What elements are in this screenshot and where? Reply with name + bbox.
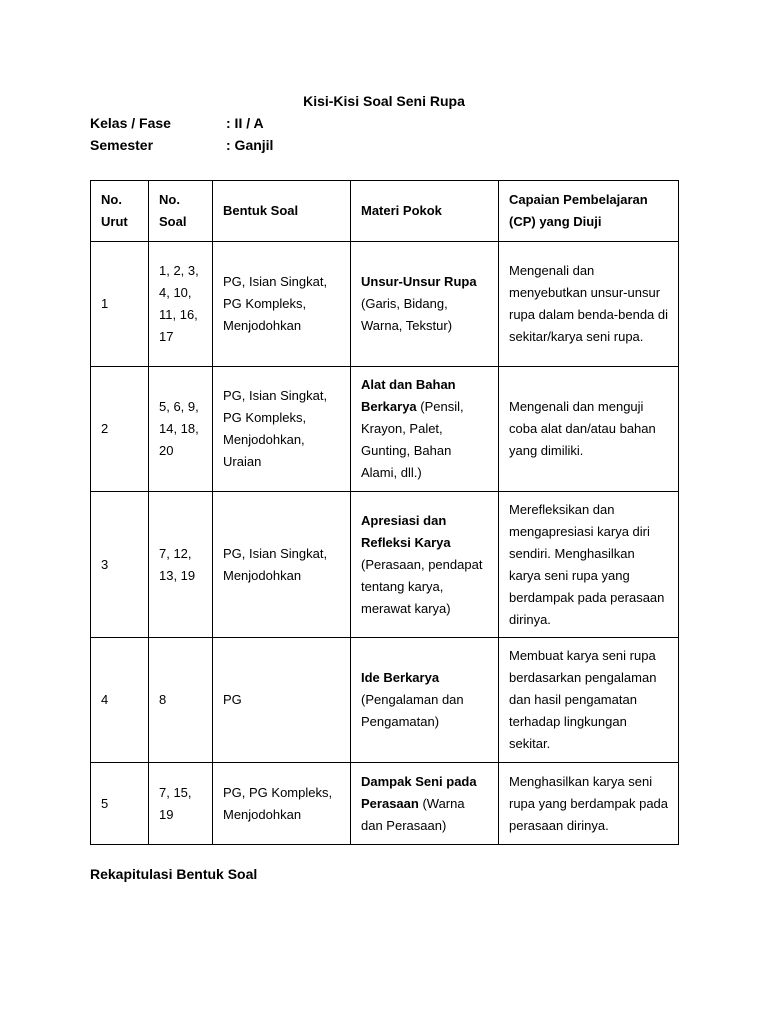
cell-bentuk-soal: PG, Isian Singkat, Menjodohkan <box>213 492 351 638</box>
rekap-heading: Rekapitulasi Bentuk Soal <box>90 866 258 882</box>
cell-materi-pokok <box>351 763 499 845</box>
cell-no-urut: 1 <box>91 242 149 367</box>
cell-capaian: Mengenali dan menguji coba alat dan/atau bahan yang dimiliki. <box>499 367 679 492</box>
table-row <box>91 242 679 367</box>
cell-no-urut: 2 <box>91 367 149 492</box>
kisi-kisi-table <box>90 180 679 845</box>
semester-row <box>90 137 273 153</box>
materi-detail: (Warna dan Perasaan) <box>361 795 465 833</box>
table-row <box>91 367 679 492</box>
materi-title: Apresiasi dan Refleksi Karya <box>361 512 451 550</box>
kelas-label: Kelas / Fase <box>90 115 171 131</box>
cell-no-soal: 8 <box>149 638 213 763</box>
cell-bentuk-soal: PG, PG Kompleks, Menjodohkan <box>213 763 351 845</box>
cell-materi-pokok <box>351 492 499 638</box>
cell-materi-pokok <box>351 367 499 492</box>
materi-detail: (Pengalaman dan Pengamatan) <box>361 692 464 729</box>
materi-title: Dampak Seni pada Perasaan <box>361 773 477 811</box>
materi-detail: (Perasaan, pendapat tentang karya, merawat karya) <box>361 556 483 616</box>
header-materi-pokok: Materi Pokok <box>351 181 499 242</box>
kelas-value: : II / A <box>226 115 264 131</box>
cell-bentuk-soal: PG, Isian Singkat, PG Kompleks, Menjodohkan <box>213 242 351 367</box>
materi-title: Alat dan Bahan Berkarya <box>361 377 456 414</box>
cell-capaian: Merefleksikan dan mengapresiasi karya diri sendiri. Menghasilkan karya seni rupa yang berdampak pada perasaan dirinya. <box>499 492 679 638</box>
cell-materi-pokok <box>351 638 499 763</box>
cell-bentuk-soal: PG, Isian Singkat, PG Kompleks, Menjodohkan, Uraian <box>213 367 351 492</box>
cell-no-soal: 5, 6, 9, 14, 18, 20 <box>149 367 213 492</box>
materi-title: Unsur-Unsur Rupa <box>361 274 477 289</box>
kelas-row <box>90 115 264 131</box>
header-capaian: Capaian Pembelajaran (CP) yang Diuji <box>499 181 679 242</box>
header-no-soal: No. Soal <box>149 181 213 242</box>
table-row <box>91 492 679 638</box>
table-header-row <box>91 181 679 242</box>
cell-no-soal: 1, 2, 3, 4, 10, 11, 16, 17 <box>149 242 213 367</box>
cell-bentuk-soal: PG <box>213 638 351 763</box>
materi-detail: (Pensil, Krayon, Palet, Gunting, Bahan Alami, dll.) <box>361 399 464 480</box>
cell-no-soal: 7, 12, 13, 19 <box>149 492 213 638</box>
materi-title: Ide Berkarya <box>361 670 440 685</box>
semester-label: Semester <box>90 137 154 153</box>
cell-materi-pokok <box>351 242 499 367</box>
header-no-urut: No. Urut <box>91 181 149 242</box>
cell-no-urut: 3 <box>91 492 149 638</box>
cell-capaian: Mengenali dan menyebutkan unsur-unsur rupa dalam benda-benda di sekitar/karya seni rupa. <box>499 242 679 367</box>
cell-capaian: Menghasilkan karya seni rupa yang berdampak pada perasaan dirinya. <box>499 763 679 845</box>
table-row <box>91 638 679 763</box>
header-bentuk-soal: Bentuk Soal <box>213 181 351 242</box>
materi-detail: (Garis, Bidang, Warna, Tekstur) <box>361 296 453 333</box>
table-row <box>91 763 679 845</box>
cell-no-urut: 4 <box>91 638 149 763</box>
document-title: Kisi-Kisi Soal Seni Rupa <box>303 93 465 109</box>
cell-capaian: Membuat karya seni rupa berdasarkan pengalaman dan hasil pengamatan terhadap lingkungan sekitar. <box>499 638 679 763</box>
cell-no-soal: 7, 15, 19 <box>149 763 213 845</box>
cell-no-urut: 5 <box>91 763 149 845</box>
semester-value: : Ganjil <box>226 137 274 153</box>
